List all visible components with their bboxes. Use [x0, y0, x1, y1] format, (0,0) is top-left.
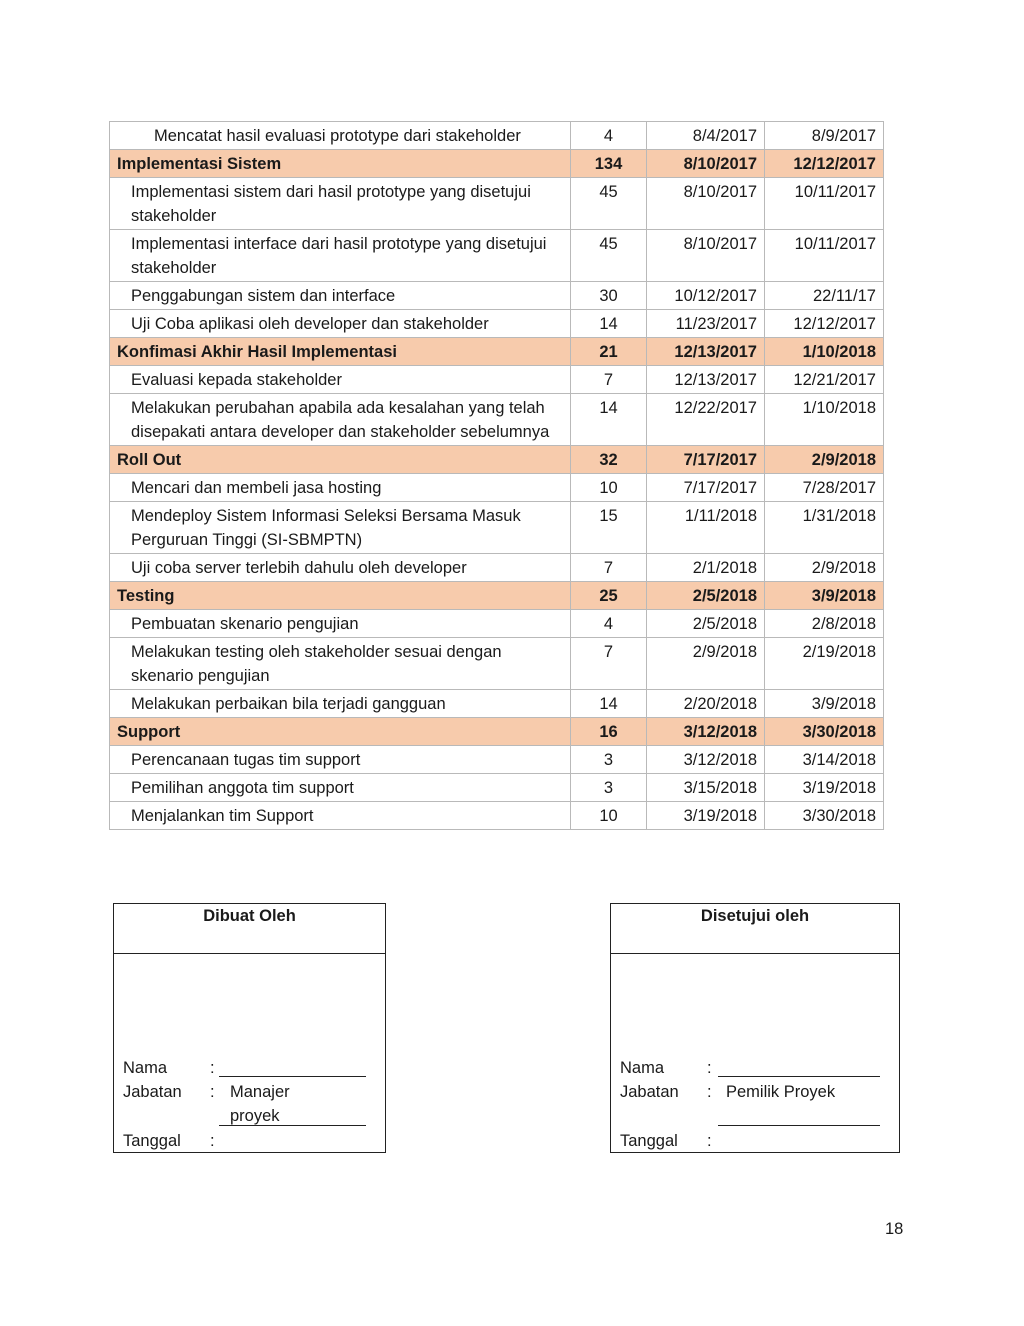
finish-date-cell: 10/11/2017	[765, 178, 884, 230]
signature-name-row	[123, 1056, 375, 1080]
name-signature-line	[718, 1076, 880, 1077]
duration-cell: 25	[571, 582, 647, 610]
finish-date-cell: 1/10/2018	[765, 394, 884, 446]
duration-cell: 4	[571, 610, 647, 638]
task-name-cell: Implementasi interface dari hasil prototype yang disetujui stakeholder	[110, 230, 571, 282]
schedule-table	[109, 121, 884, 830]
finish-date-cell: 2/8/2018	[765, 610, 884, 638]
signature-name-row	[620, 1056, 889, 1080]
duration-cell: 10	[571, 474, 647, 502]
task-name-cell: Pemilihan anggota tim support	[110, 774, 571, 802]
task-row	[110, 178, 884, 230]
date-label: Tanggal	[123, 1132, 181, 1150]
position-signature-line	[718, 1125, 880, 1126]
duration-cell: 15	[571, 502, 647, 554]
task-name-cell: Uji coba server terlebih dahulu oleh developer	[110, 554, 571, 582]
task-row	[110, 554, 884, 582]
finish-date-cell: 2/9/2018	[765, 446, 884, 474]
position-label: Jabatan	[620, 1083, 679, 1101]
task-name-cell: Implementasi Sistem	[110, 150, 571, 178]
task-row	[110, 690, 884, 718]
task-name-cell: Testing	[110, 582, 571, 610]
task-name-cell: Pembuatan skenario pengujian	[110, 610, 571, 638]
finish-date-cell: 8/9/2017	[765, 122, 884, 150]
start-date-cell: 7/17/2017	[647, 474, 765, 502]
duration-cell: 14	[571, 394, 647, 446]
task-name-cell: Mencari dan membeli jasa hosting	[110, 474, 571, 502]
task-name-cell: Implementasi sistem dari hasil prototype yang disetujui stakeholder	[110, 178, 571, 230]
finish-date-cell: 3/30/2018	[765, 718, 884, 746]
date-colon: :	[707, 1132, 712, 1150]
duration-cell: 7	[571, 638, 647, 690]
finish-date-cell: 2/9/2018	[765, 554, 884, 582]
finish-date-cell: 2/19/2018	[765, 638, 884, 690]
task-row	[110, 474, 884, 502]
finish-date-cell: 1/31/2018	[765, 502, 884, 554]
finish-date-cell: 12/21/2017	[765, 366, 884, 394]
start-date-cell: 12/22/2017	[647, 394, 765, 446]
task-row	[110, 610, 884, 638]
start-date-cell: 3/12/2018	[647, 746, 765, 774]
signature-title: Disetujui oleh	[611, 904, 899, 954]
task-name-cell: Melakukan perbaikan bila terjadi gangguan	[110, 690, 571, 718]
date-colon: :	[210, 1132, 215, 1150]
start-date-cell: 2/9/2018	[647, 638, 765, 690]
duration-cell: 7	[571, 554, 647, 582]
start-date-cell: 8/10/2017	[647, 150, 765, 178]
task-name-cell: Mendeploy Sistem Informasi Seleksi Bersama Masuk Perguruan Tinggi (SI-SBMPTN)	[110, 502, 571, 554]
task-row	[110, 310, 884, 338]
finish-date-cell: 12/12/2017	[765, 150, 884, 178]
signature-box-approved-by	[610, 903, 900, 1153]
date-label: Tanggal	[620, 1132, 678, 1150]
duration-cell: 14	[571, 690, 647, 718]
name-label: Nama	[123, 1059, 168, 1077]
start-date-cell: 12/13/2017	[647, 338, 765, 366]
duration-cell: 45	[571, 178, 647, 230]
name-colon: :	[707, 1059, 712, 1077]
position-colon: :	[210, 1083, 215, 1101]
signature-box-made-by	[113, 903, 386, 1153]
name-signature-line	[219, 1076, 366, 1077]
start-date-cell: 1/11/2018	[647, 502, 765, 554]
position-value: Pemilik Proyek	[726, 1083, 836, 1101]
start-date-cell: 8/10/2017	[647, 230, 765, 282]
signature-position-row	[620, 1080, 889, 1104]
task-row	[110, 366, 884, 394]
start-date-cell: 8/4/2017	[647, 122, 765, 150]
task-row	[110, 802, 884, 830]
page-number: 18	[885, 1220, 904, 1238]
position-label: Jabatan	[123, 1083, 182, 1101]
task-row	[110, 502, 884, 554]
finish-date-cell: 3/9/2018	[765, 582, 884, 610]
start-date-cell: 2/5/2018	[647, 582, 765, 610]
duration-cell: 10	[571, 802, 647, 830]
task-name-cell: Roll Out	[110, 446, 571, 474]
task-name-cell: Penggabungan sistem dan interface	[110, 282, 571, 310]
duration-cell: 134	[571, 150, 647, 178]
finish-date-cell: 10/11/2017	[765, 230, 884, 282]
duration-cell: 21	[571, 338, 647, 366]
finish-date-cell: 22/11/17	[765, 282, 884, 310]
task-row	[110, 774, 884, 802]
signature-position-row	[123, 1080, 375, 1125]
duration-cell: 16	[571, 718, 647, 746]
duration-cell: 4	[571, 122, 647, 150]
task-name-cell: Konfimasi Akhir Hasil Implementasi	[110, 338, 571, 366]
finish-date-cell: 3/30/2018	[765, 802, 884, 830]
start-date-cell: 11/23/2017	[647, 310, 765, 338]
phase-row	[110, 338, 884, 366]
signature-title: Dibuat Oleh	[114, 904, 385, 954]
task-name-cell: Perencanaan tugas tim support	[110, 746, 571, 774]
start-date-cell: 7/17/2017	[647, 446, 765, 474]
duration-cell: 7	[571, 366, 647, 394]
schedule-body	[110, 122, 884, 830]
phase-row	[110, 150, 884, 178]
finish-date-cell: 1/10/2018	[765, 338, 884, 366]
task-name-cell: Mencatat hasil evaluasi prototype dari stakeholder	[110, 122, 571, 150]
duration-cell: 30	[571, 282, 647, 310]
task-name-cell: Melakukan testing oleh stakeholder sesuai dengan skenario pengujian	[110, 638, 571, 690]
start-date-cell: 3/19/2018	[647, 802, 765, 830]
phase-row	[110, 446, 884, 474]
start-date-cell: 2/1/2018	[647, 554, 765, 582]
task-row	[110, 230, 884, 282]
start-date-cell: 8/10/2017	[647, 178, 765, 230]
phase-row	[110, 582, 884, 610]
start-date-cell: 3/12/2018	[647, 718, 765, 746]
task-row	[110, 746, 884, 774]
position-value: Manajer proyek	[230, 1083, 290, 1125]
duration-cell: 14	[571, 310, 647, 338]
task-name-cell: Evaluasi kepada stakeholder	[110, 366, 571, 394]
name-label: Nama	[620, 1059, 665, 1077]
task-name-cell: Melakukan perubahan apabila ada kesalahan yang telah disepakati antara developer dan stakeholder sebelumnya	[110, 394, 571, 446]
task-name-cell: Uji Coba aplikasi oleh developer dan stakeholder	[110, 310, 571, 338]
task-row	[110, 122, 884, 150]
position-signature-line	[219, 1125, 366, 1126]
finish-date-cell: 7/28/2017	[765, 474, 884, 502]
task-row	[110, 394, 884, 446]
task-name-cell: Support	[110, 718, 571, 746]
finish-date-cell: 3/9/2018	[765, 690, 884, 718]
duration-cell: 3	[571, 746, 647, 774]
finish-date-cell: 3/14/2018	[765, 746, 884, 774]
position-colon: :	[707, 1083, 712, 1101]
signature-date-row	[123, 1129, 375, 1153]
start-date-cell: 2/20/2018	[647, 690, 765, 718]
finish-date-cell: 3/19/2018	[765, 774, 884, 802]
name-colon: :	[210, 1059, 215, 1077]
task-row	[110, 638, 884, 690]
finish-date-cell: 12/12/2017	[765, 310, 884, 338]
duration-cell: 32	[571, 446, 647, 474]
task-row	[110, 282, 884, 310]
start-date-cell: 2/5/2018	[647, 610, 765, 638]
start-date-cell: 10/12/2017	[647, 282, 765, 310]
duration-cell: 45	[571, 230, 647, 282]
start-date-cell: 12/13/2017	[647, 366, 765, 394]
start-date-cell: 3/15/2018	[647, 774, 765, 802]
phase-row	[110, 718, 884, 746]
duration-cell: 3	[571, 774, 647, 802]
signature-date-row	[620, 1129, 889, 1153]
task-name-cell: Menjalankan tim Support	[110, 802, 571, 830]
